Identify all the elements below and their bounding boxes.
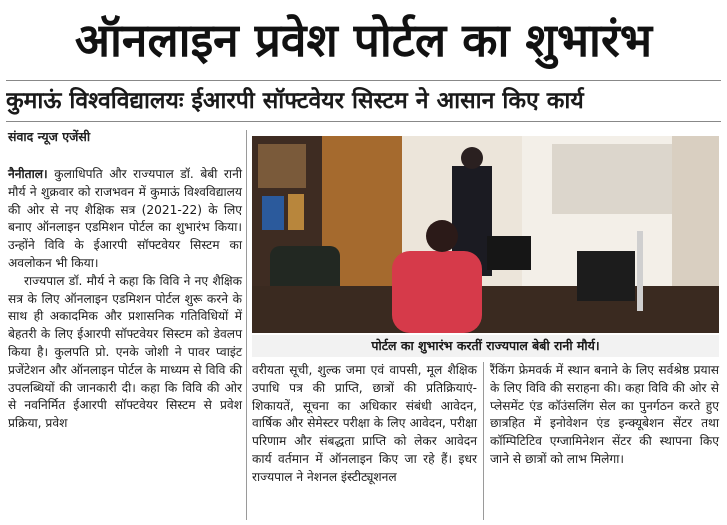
column-divider — [246, 130, 247, 520]
photo-caption: पोर्टल का शुभारंभ करतीं राज्यपाल बेबी रानी मौर्य। — [252, 335, 719, 357]
article-column-1 — [8, 166, 242, 433]
news-photo — [252, 136, 719, 333]
photo-illustration — [252, 136, 719, 333]
article-paragraph-1 — [8, 166, 242, 273]
byline: संवाद न्यूज एजेंसी — [8, 129, 91, 144]
dateline: नैनीताल। — [8, 167, 48, 181]
subheadline: कुमाऊं विश्वविद्यालयः ईआरपी सॉफ्टवेयर सिस्टम ने आसान किए कार्य — [6, 88, 584, 114]
article-column-2 — [252, 362, 477, 487]
article-column-3 — [490, 362, 719, 469]
column-divider-2 — [483, 362, 484, 520]
headline-rule — [6, 80, 721, 81]
subheadline-rule — [6, 121, 721, 122]
article-paragraph-2: राज्यपाल डॉ. मौर्य ने कहा कि विवि ने नए शैक्षिक सत्र के लिए ऑनलाइन एडमिशन पोर्टल शुरू करने के साथ ही अकादमिक और प्रशासनिक गतिविधियों में बेहतरी के लिए ईआरपी सॉफ्टवेयर सिस्टम को डेवलप किया है। कुलपति प्रो. एनके जोशी ने पावर प्वाइंट प्रजेंटेशन और ऑनलाइन पोर्टल के माध्यम से विवि की उपलब्धियों की जानकारी दी। कहा कि विवि की ओर से नवनिर्मित ईआरपी सॉफ्टवेयर सिस्टम से प्रवेश प्रक्रिया, प्रवेश — [8, 273, 242, 431]
article-paragraph-1-text: कुलाधिपति और राज्यपाल डॉ. बेबी रानी मौर्य ने शुक्रवार को राजभवन में कुमाऊं विश्वविद्यालय की ओर से नए शैक्षिक सत्र (2021-22) के लिए बनाए ऑनलाइन एडमिशन पोर्टल का शुभारंभ किया। उन्होंने विवि के ईआरपी सॉफ्टवेयर सिस्टम का अवलोकन भी किया। — [8, 167, 242, 270]
article-column-3-text: रैंकिंग फ्रेमवर्क में स्थान बनाने के लिए सर्वश्रेष्ठ प्रयास के लिए विवि की सराहना की। कहा विवि की ओर से प्लेसमेंट एंड कॉउंसलिंग सेल का पुनर्गठन करते हुए छात्रहित में इनोवेशन एंड इन्क्यूबेशन सेंटर तथा कॉम्पिटिटिव एग्जामिनेशन सेंटर की स्थापना किए जाने से छात्रों को लाभ मिलेगा। — [490, 363, 719, 466]
headline: ऑनलाइन प्रवेश पोर्टल का शुभारंभ — [74, 13, 653, 67]
article-column-2-text: वरीयता सूची, शुल्क जमा एवं वापसी, मूल शैक्षिक उपाधि पत्र की प्राप्ति, छात्रों की प्रतिक्रियाएं-शिकायतें, सूचना का अधिकार संबंधी आवेदन, वार्षिक और सेमेस्टर परीक्षा के लिए आवेदन, परीक्षा परिणाम और संबद्धता प्राप्ति को लेकर आवेदन कार्य वर्तमान में ऑनलाइन किए जा रहे हैं। इधर राज्यपाल ने नेशनल इंस्टीट्यूशनल — [252, 363, 477, 484]
